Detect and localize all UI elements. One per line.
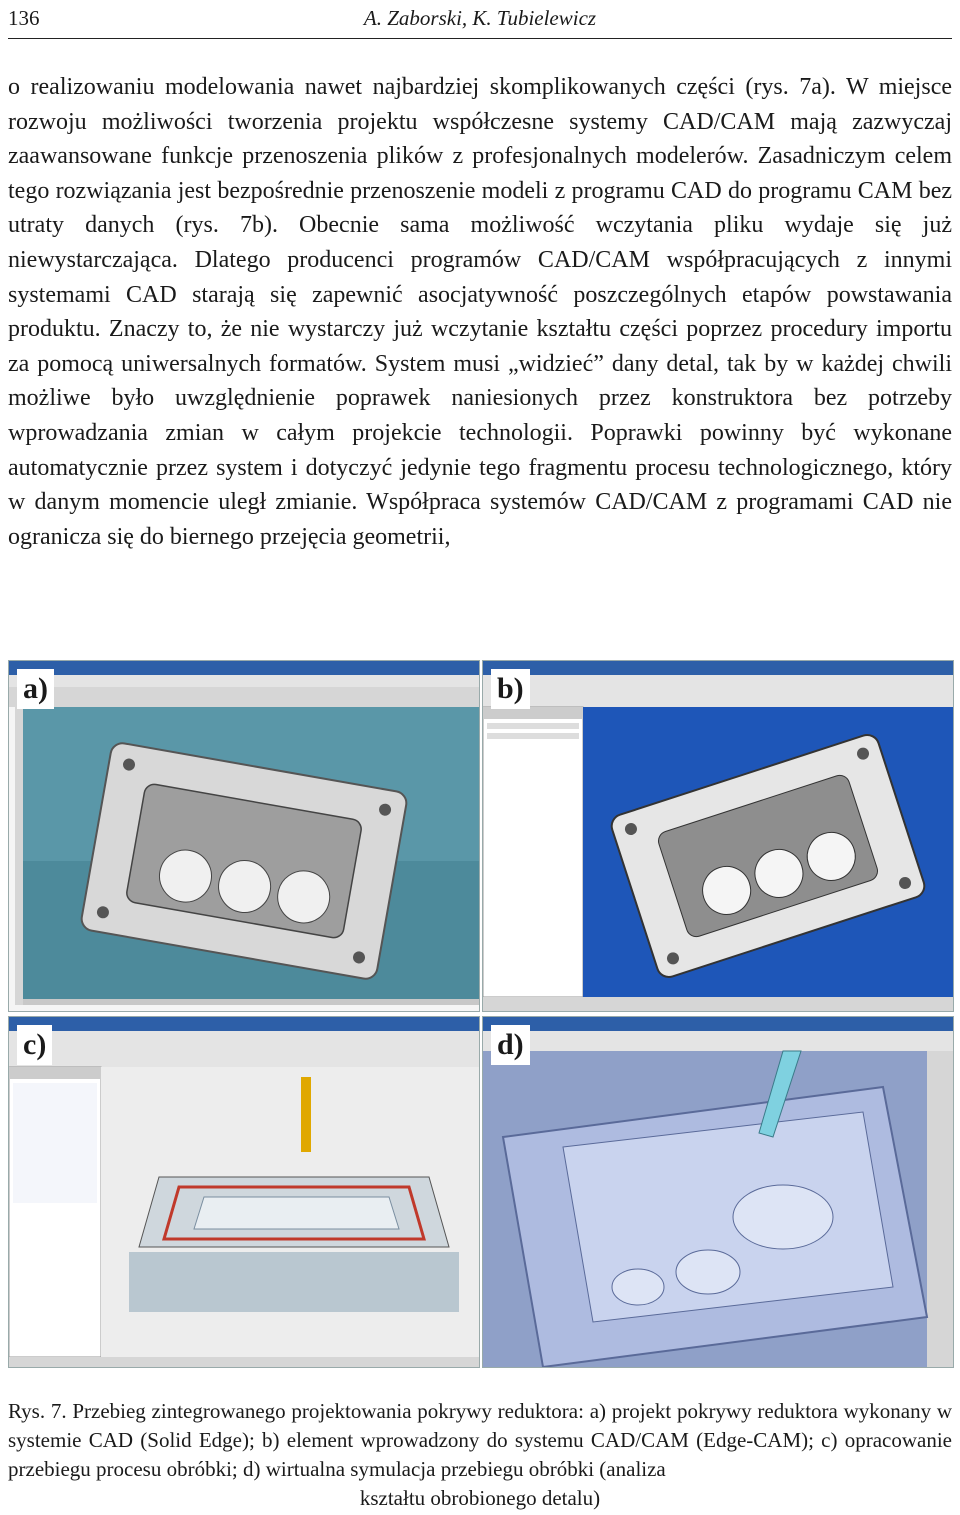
figure-panel-d: [482, 1016, 954, 1368]
panel-label-d: d): [491, 1025, 530, 1065]
body-paragraph: o realizowaniu modelowania nawet najbardziej skomplikowanych części (rys. 7a). W miejsce rozwoju możliwości tworzenia projektu współczesne systemy CAD/CAM mają zazwyczaj zaawansowane funkcje przenoszenia plików z profesjonalnych modelerów. Zasadniczym celem tego rozwiązania jest bezpośrednie przenoszenie modeli z programu CAD do programu CAM bez utraty danych (rys. 7b). Obecnie sama możliwość wczytania pliku wydaje się już niewystarczająca. Dlatego producenci programów CAD/CAM współpracujących z innymi systemami CAD starają się zapewnić asocjatywność poszczególnych etapów powstawania produktu. Znaczy to, że nie wystarczy już wczytanie kształtu części poprzez procedury importu za pomocą uniwersalnych formatów. System musi „widzieć” dany detal, tak by w każdej chwili możliwe było uwzględnienie poprawek naniesionych przez konstruktora bez potrzeby wprowadzania zmian w całym projekcie technologii. Poprawki powinny być wykonane automatycznie przez system i dotyczyć jedynie tego fragmentu procesu technologicznego, który w danym momencie uległ zmianie. Współpraca systemów CAD/CAM z programami CAD nie ogranicza się do biernego przejęcia geometrii,: [8, 74, 952, 550]
page-header: [8, 0, 952, 39]
cad-screenshot-graphic: [9, 661, 479, 1011]
body-text: [8, 70, 952, 554]
machining-simulation-screenshot-graphic: [483, 1017, 953, 1367]
figure-caption: [8, 1397, 952, 1513]
figure-panel-a: [8, 660, 480, 1012]
figure-panel-b: [482, 660, 954, 1012]
figure-panel-c: [8, 1016, 480, 1368]
panel-label-a: a): [17, 669, 54, 709]
cam-import-screenshot-graphic: [483, 661, 953, 1011]
panel-label-c: c): [17, 1025, 52, 1065]
machining-plan-screenshot-graphic: [9, 1017, 479, 1367]
page-number: 136: [8, 6, 40, 30]
running-head-authors: A. Zaborski, K. Tubielewicz: [363, 6, 597, 30]
caption-last-line: kształtu obrobionego detalu): [359, 1486, 601, 1510]
panel-label-b: b): [491, 669, 530, 709]
caption-text: Rys. 7. Przebieg zintegrowanego projektowania pokrywy reduktora: a) projekt pokrywy reduktora wykonany w systemie CAD (Solid Edge); b) element wprowadzony do systemu CAD/CAM (Edge-CAM); c) opracowanie przebiegu procesu obróbki; d) wirtualna symulacja przebiegu obróbki (analiza: [8, 1399, 952, 1481]
